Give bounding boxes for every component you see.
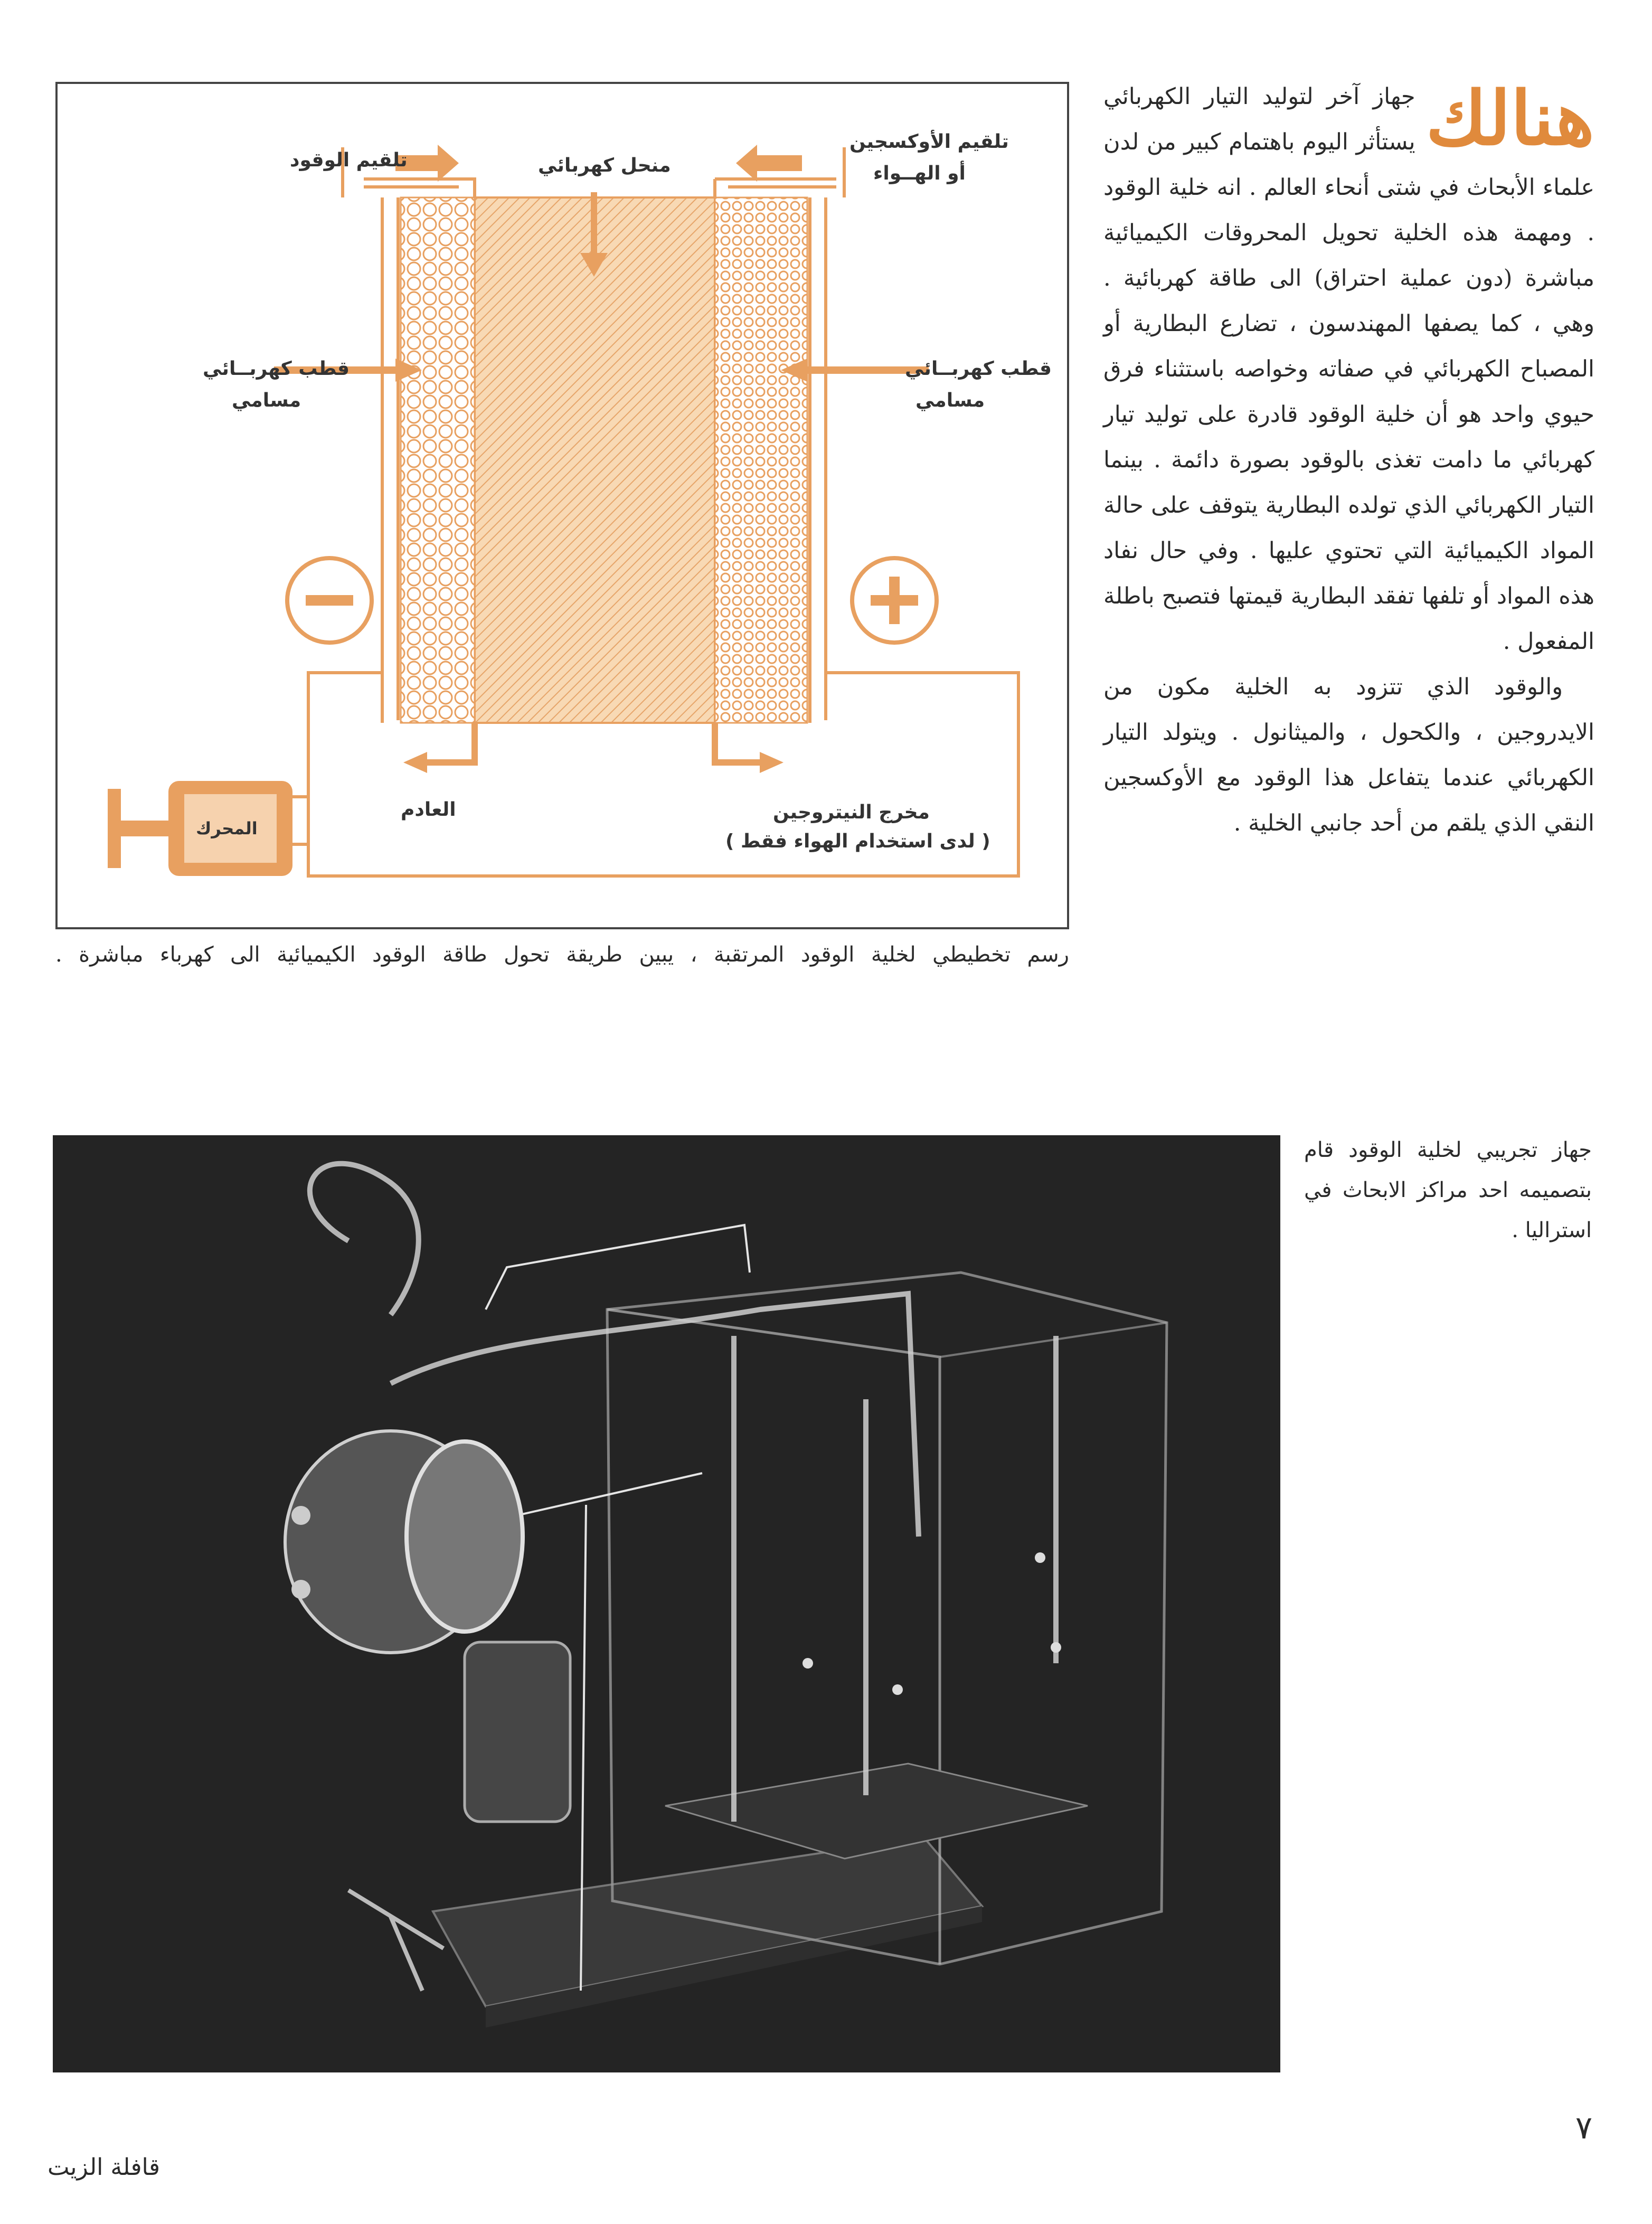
label-nitrogen-outlet-2: ( لدى استخدام الهواء فقط ) (725, 831, 990, 852)
apparatus-photo-svg (53, 1135, 1280, 2072)
label-porous-electrode-left-1: قطب كهربــائي (203, 358, 350, 380)
label-porous-electrode-right-1: قطب كهربــائي (905, 358, 1052, 380)
diagram-caption: رسم تخطيطي لخلية الوقود المرتقبة ، يبين طريقة تحول طاقة الوقود الكيميائية الى كهرباء مباشرة . (55, 943, 1069, 967)
page-number: ٧ (1575, 2109, 1593, 2146)
outlet-arrows (427, 723, 760, 762)
article-body (1103, 74, 1594, 846)
electrolyte-block (475, 197, 715, 723)
porous-electrode-right (715, 197, 807, 723)
label-nitrogen-outlet-1: مخرج النيتروجين (773, 802, 930, 823)
article-paragraph-2: والوقود الذي تتزود به الخلية مكون من الايدروجين ، والكحول ، والميثانول . ويتولد التيار الكهربائي عندما يتفاعل هذا الوقود مع الأوكسجين النقي الذي يلقم من أحد جانبي الخلية . (1103, 674, 1594, 836)
label-porous-electrode-right-2: مسامي (915, 390, 985, 411)
label-porous-electrode-left-2: مسامي (232, 390, 301, 411)
magazine-name: قافلة الزيت (48, 2154, 160, 2181)
minus-terminal (287, 558, 372, 643)
label-fuel-inlet: تلقيم الوقود (290, 149, 408, 171)
fuel-cell-diagram (55, 82, 1069, 929)
label-motor: المحرك (196, 818, 258, 838)
plus-terminal (852, 558, 937, 643)
label-exhaust: العادم (401, 799, 456, 821)
lead-word: هنالك (1426, 76, 1594, 162)
article-paragraph-1: جهاز آخر لتوليد التيار الكهربائي يستأثر اليوم باهتمام كبير من لدن علماء الأبحاث في شتى أنحاء العالم . انه خلية الوقود . ومهمة هذه الخلية تحويل المحروقات الكيميائية مباشرة (دون عملية احتراق) الى طاقة كهربائية . وهي ، كما يصفها المهندسون ، تضارع البطارية أو المصباح الكهربائي في صفاته وخواصه باستثناء فرق حيوي واحد هو أن خلية الوقود قادرة على توليد تيار كهربائي ما دامت تغذى بالوقود بصورة دائمة . بينما التيار الكهربائي الذي تولده البطارية يتوقف على حالة المواد الكيميائية التي تحتوي عليها . وفي حال نفاد هذه المواد أو تلفها تفقد البطارية قيمتها فتصبح باطلة المفعول . (1103, 83, 1594, 655)
photo-caption: جهاز تجريبي لخلية الوقود قام بتصميمه احد مراكز الابحاث في استراليا . (1304, 1138, 1592, 1242)
apparatus-photo (53, 1135, 1280, 2072)
label-oxygen-inlet-2: أو الهــواء (873, 163, 966, 184)
label-electrolyte: منحل كهربائي (538, 155, 671, 176)
porous-electrode-left (401, 197, 475, 723)
label-oxygen-inlet-1: تلقيم الأوكسجين (849, 131, 1009, 153)
